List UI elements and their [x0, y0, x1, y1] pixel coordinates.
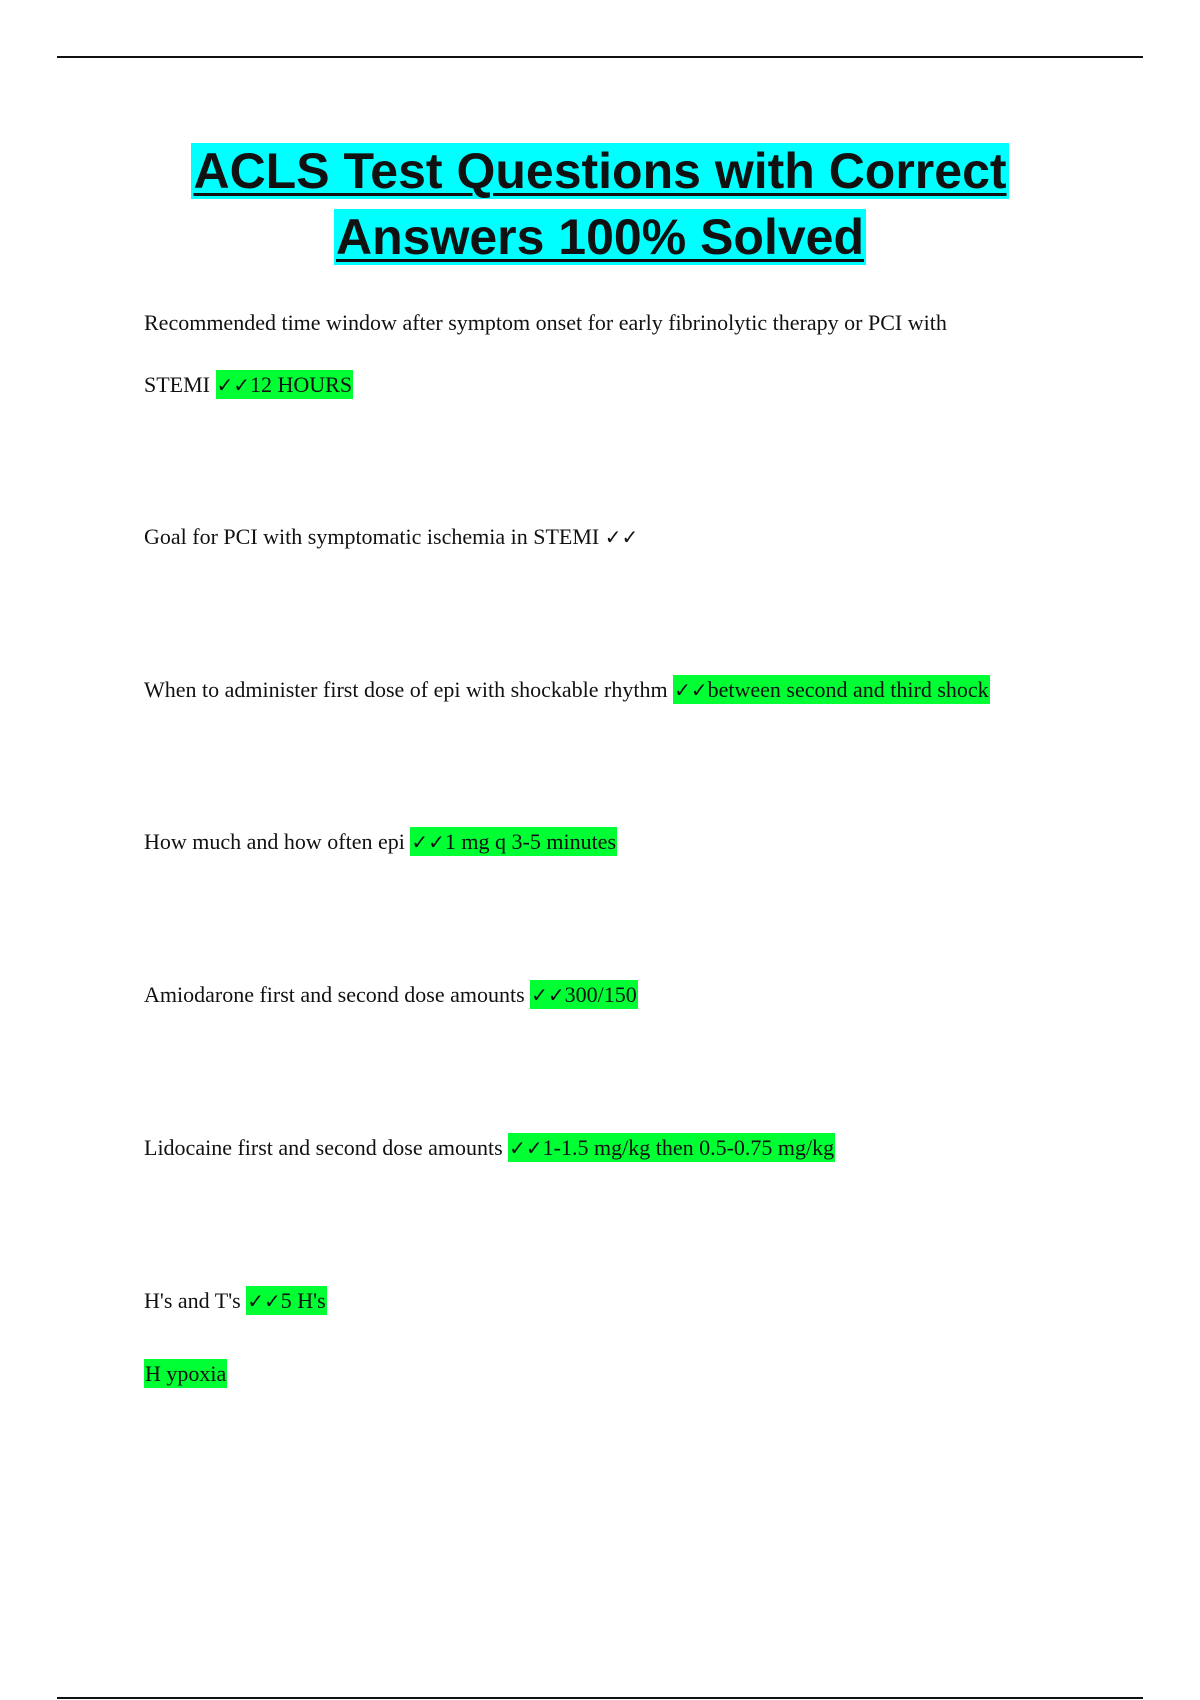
double-check-icon: ✓✓ — [216, 373, 251, 397]
question-text: STEMI — [144, 372, 210, 397]
answer-highlight — [673, 675, 990, 704]
answer-text: 300/150 — [564, 982, 637, 1007]
question-item-cont — [144, 372, 1084, 398]
answer-highlight — [508, 1133, 835, 1162]
answer-text: between second and third shock — [707, 677, 989, 702]
answer-highlight — [530, 980, 638, 1009]
question-item — [144, 310, 1084, 336]
question-item — [144, 524, 1084, 550]
answer-text: 12 HOURS — [250, 372, 353, 397]
answer-text: 1 mg q 3-5 minutes — [444, 829, 617, 854]
title-line-2: Answers 100% Solved — [335, 209, 865, 265]
answer-text: 1-1.5 mg/kg then 0.5-0.75 mg/kg — [542, 1135, 835, 1160]
double-check-icon: ✓✓ — [411, 830, 445, 854]
answer-highlight — [410, 827, 617, 856]
answer-highlight — [216, 370, 354, 399]
answer-text: 5 H's — [280, 1288, 326, 1313]
question-item — [144, 1288, 1084, 1314]
double-check-icon: ✓✓ — [247, 1289, 281, 1313]
answer-highlight: H ypoxia — [145, 1361, 227, 1386]
question-text: Lidocaine first and second dose amounts — [144, 1135, 503, 1160]
question-item — [144, 677, 1084, 703]
answer-continuation — [144, 1361, 1084, 1387]
question-text: Recommended time window after symptom onset for early fibrinolytic therapy or PCI with — [144, 310, 947, 335]
answer-highlight — [246, 1286, 326, 1315]
double-check-icon: ✓✓ — [674, 678, 708, 702]
top-rule — [57, 56, 1143, 58]
question-text: Goal for PCI with symptomatic ischemia in STEMI — [144, 524, 600, 549]
question-item — [144, 982, 1084, 1008]
question-item — [144, 1135, 1084, 1161]
question-text: When to administer first dose of epi with shockable rhythm — [144, 677, 668, 702]
page-title — [0, 138, 1200, 270]
question-text: Amiodarone first and second dose amounts — [144, 982, 525, 1007]
question-text: H's and T's — [144, 1288, 241, 1313]
question-text: How much and how often epi — [144, 829, 405, 854]
double-check-icon: ✓✓ — [531, 983, 565, 1007]
title-line-1: ACLS Test Questions with Correct — [193, 143, 1007, 199]
question-item — [144, 829, 1084, 855]
bottom-rule — [57, 1697, 1143, 1699]
double-check-icon: ✓✓ — [604, 525, 639, 549]
double-check-icon: ✓✓ — [509, 1136, 543, 1160]
